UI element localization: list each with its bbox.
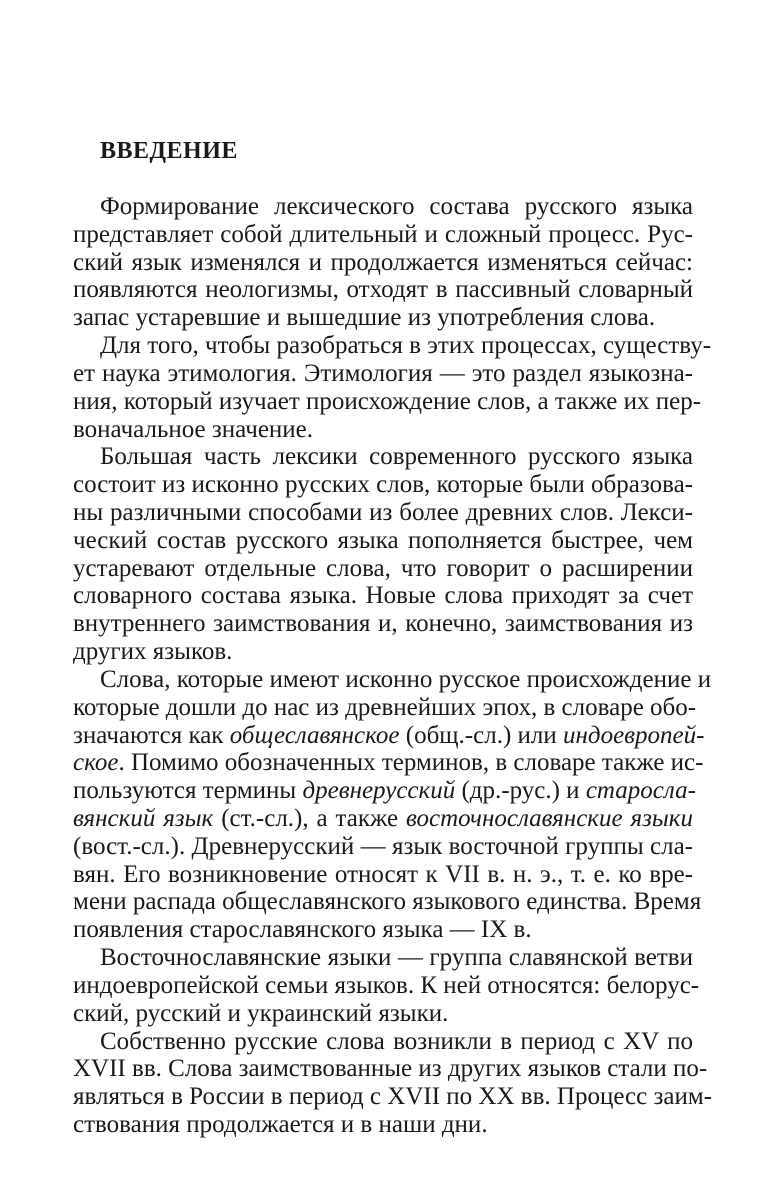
term-italic: восточнославянские языки [406,805,694,832]
text-line: вян. Его возникновение относят к VII в. н. э., т. е. ко вре- [73,861,693,888]
text-line: ны различными способами из более древних слов. Лекси- [73,499,693,526]
text-line: Восточнославянские языки — группа славянской ветви [100,944,693,971]
text-span: (ст.-сл.), а также [221,805,399,832]
text-line: мени распада общеславянского языкового единства. Время [73,888,702,915]
text-line: представляет собой длительный и сложный процесс. Рус- [73,221,693,248]
text-line: являться в России в период с XVII по XX вв. Процесс заим- [73,1083,712,1110]
text-line [73,748,704,778]
text-line: (вост.-сл.). Древнерусский — язык восточной группы сла- [73,833,693,860]
text-line: ет наука этимология. Этимология — это раздел языкозна- [73,360,693,387]
text-line: ский, русский и украинский языки. [73,1000,449,1027]
text-line: появляются неологизмы, отходят в пассивный словарный [73,276,693,303]
text-line: Формирование лексического состава русского языка [100,193,693,220]
text-span: (общ.-сл.) или [405,722,557,749]
text-line [73,804,693,834]
chapter-heading: ВВЕДЕНИЕ [100,138,238,164]
text-line: которые дошли до нас из древнейших эпох, в словаре обо- [73,694,697,721]
text-span: значаются как [73,722,224,749]
text-line: Для того, чтобы разобраться в этих процессах, существу- [100,332,712,359]
text-line: индоевропейской семьи языков. К ней относятся: белорус- [73,972,700,999]
text-line: XVII вв. Слова заимствованные из других языков стали по- [73,1055,708,1082]
text-line: ния, который изучает происхождение слов, а также их пер- [73,388,702,415]
text-line: устаревают отдельные слова, что говорит о расширении [73,555,693,582]
term-italic: вянский язык [73,805,214,832]
text-line: появления старославянского языка — IX в. [73,916,532,943]
text-line: внутреннего заимствования и, конечно, заимствования из [73,610,693,637]
text-line: запас устаревшие и вышедшие из употребления слова. [73,304,656,331]
text-line: ствования продолжается и в наши дни. [73,1111,488,1138]
term-italic: старосла- [585,777,696,804]
text-line: словарного состава языка. Новые слова приходят за счет [73,582,693,609]
term-italic: ское [73,749,119,776]
text-line: Слова, которые имеют исконно русское происхождение и [100,666,712,693]
text-span: (др.-рус.) и [461,777,580,804]
text-span: пользуются термины [73,777,297,804]
term-italic: древнерусский [302,777,456,804]
text-span: . Помимо обозначенных терминов, в словаре также ис- [118,749,704,776]
text-line: Большая часть лексики современного русского языка [100,443,693,470]
text-line: Собственно русские слова возникли в период с XV по [100,1028,693,1055]
term-italic: индоевропей- [563,722,705,749]
text-line [73,776,696,806]
text-line: состоит из исконно русских слов, которые были образова- [73,471,693,498]
term-italic: общеславянское [229,722,400,749]
text-line: воначальное значение. [73,416,314,443]
text-line: ческий состав русского языка пополняется быстрее, чем [73,527,693,554]
text-line: ский язык изменялся и продолжается изменяться сейчас: [73,249,693,276]
text-line [73,721,705,751]
text-line: других языков. [73,638,233,665]
